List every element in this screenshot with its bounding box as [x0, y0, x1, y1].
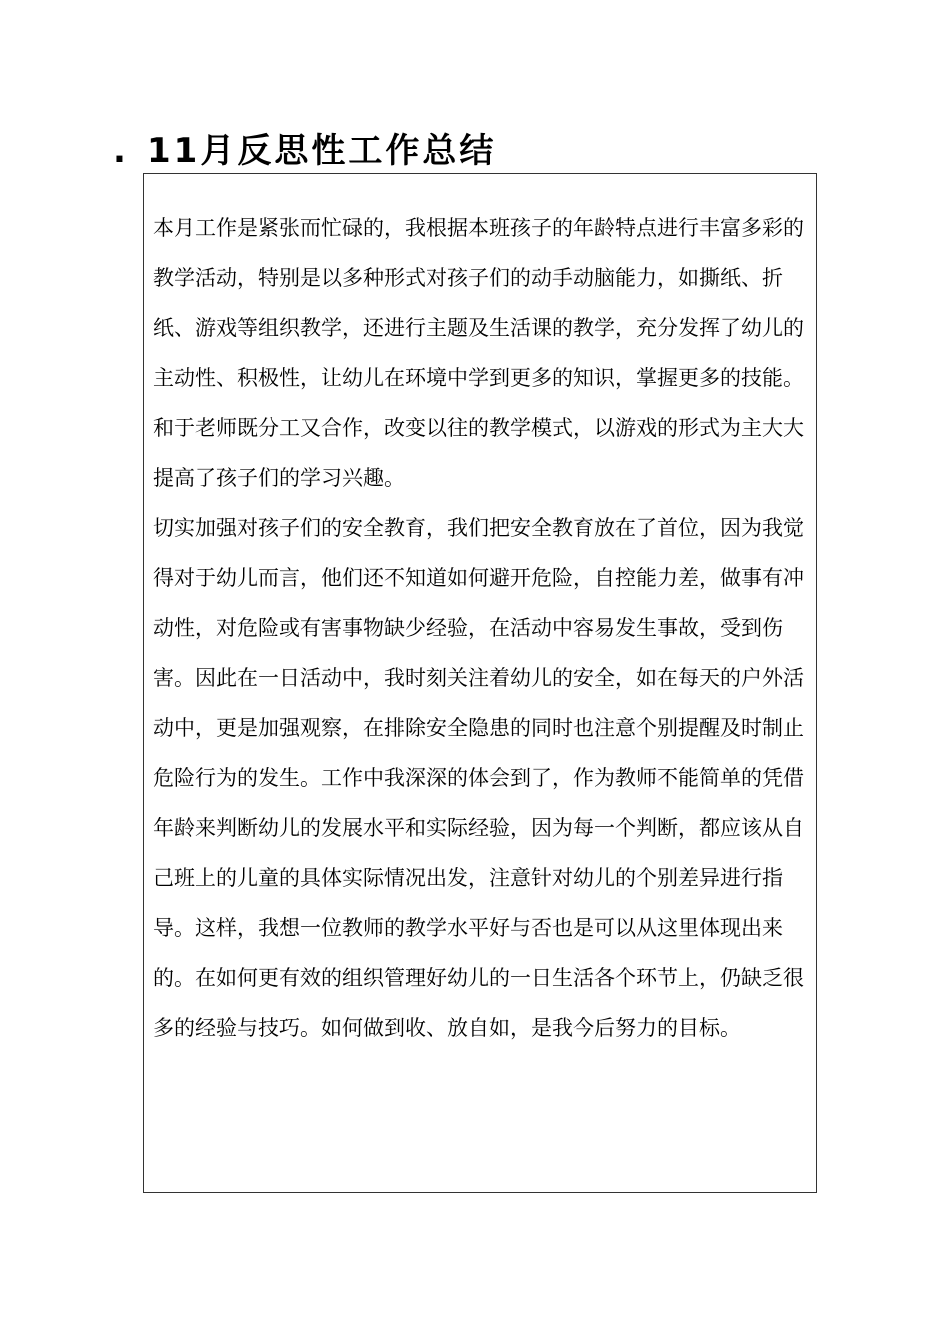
body-text	[153, 203, 813, 1053]
content-box	[143, 173, 817, 1193]
paragraph-1: 本月工作是紧张而忙碌的，我根据本班孩子的年龄特点进行丰富多彩的教学活动，特别是以多种形式对孩子们的动手动脑能力，如撕纸、折纸、游戏等组织教学，还进行主题及生活课的教学，充分发挥了幼儿的主动性、积极性，让幼儿在环境中学到更多的知识，掌握更多的技能。和于老师既分工又合作，改变以往的教学模式，以游戏的形式为主大大提高了孩子们的学习兴趣。	[153, 216, 804, 490]
title-bullet: .	[113, 131, 126, 171]
paragraph-2: 切实加强对孩子们的安全教育，我们把安全教育放在了首位，因为我觉得对于幼儿而言，他们还不知道如何避开危险，自控能力差，做事有冲动性，对危险或有害事物缺少经验，在活动中容易发生事故，受到伤害。因此在一日活动中，我时刻关注着幼儿的安全，如在每天的户外活动中，更是加强观察，在排除安全隐患的同时也注意个别提醒及时制止危险行为的发生。工作中我深深的体会到了，作为教师不能简单的凭借年龄来判断幼儿的发展水平和实际经验，因为每一个判断，都应该从自己班上的儿童的具体实际情况出发，注意针对幼儿的个别差异进行指导。这样，我想一位教师的教学水平好与否也是可以从这里体现出来的。在如何更有效的组织管理好幼儿的一日生活各个环节上，仍缺乏很多的经验与技巧。如何做到收、放自如，是我今后努力的目标。	[153, 516, 804, 1040]
page-title: 11月反思性工作总结	[147, 131, 497, 171]
